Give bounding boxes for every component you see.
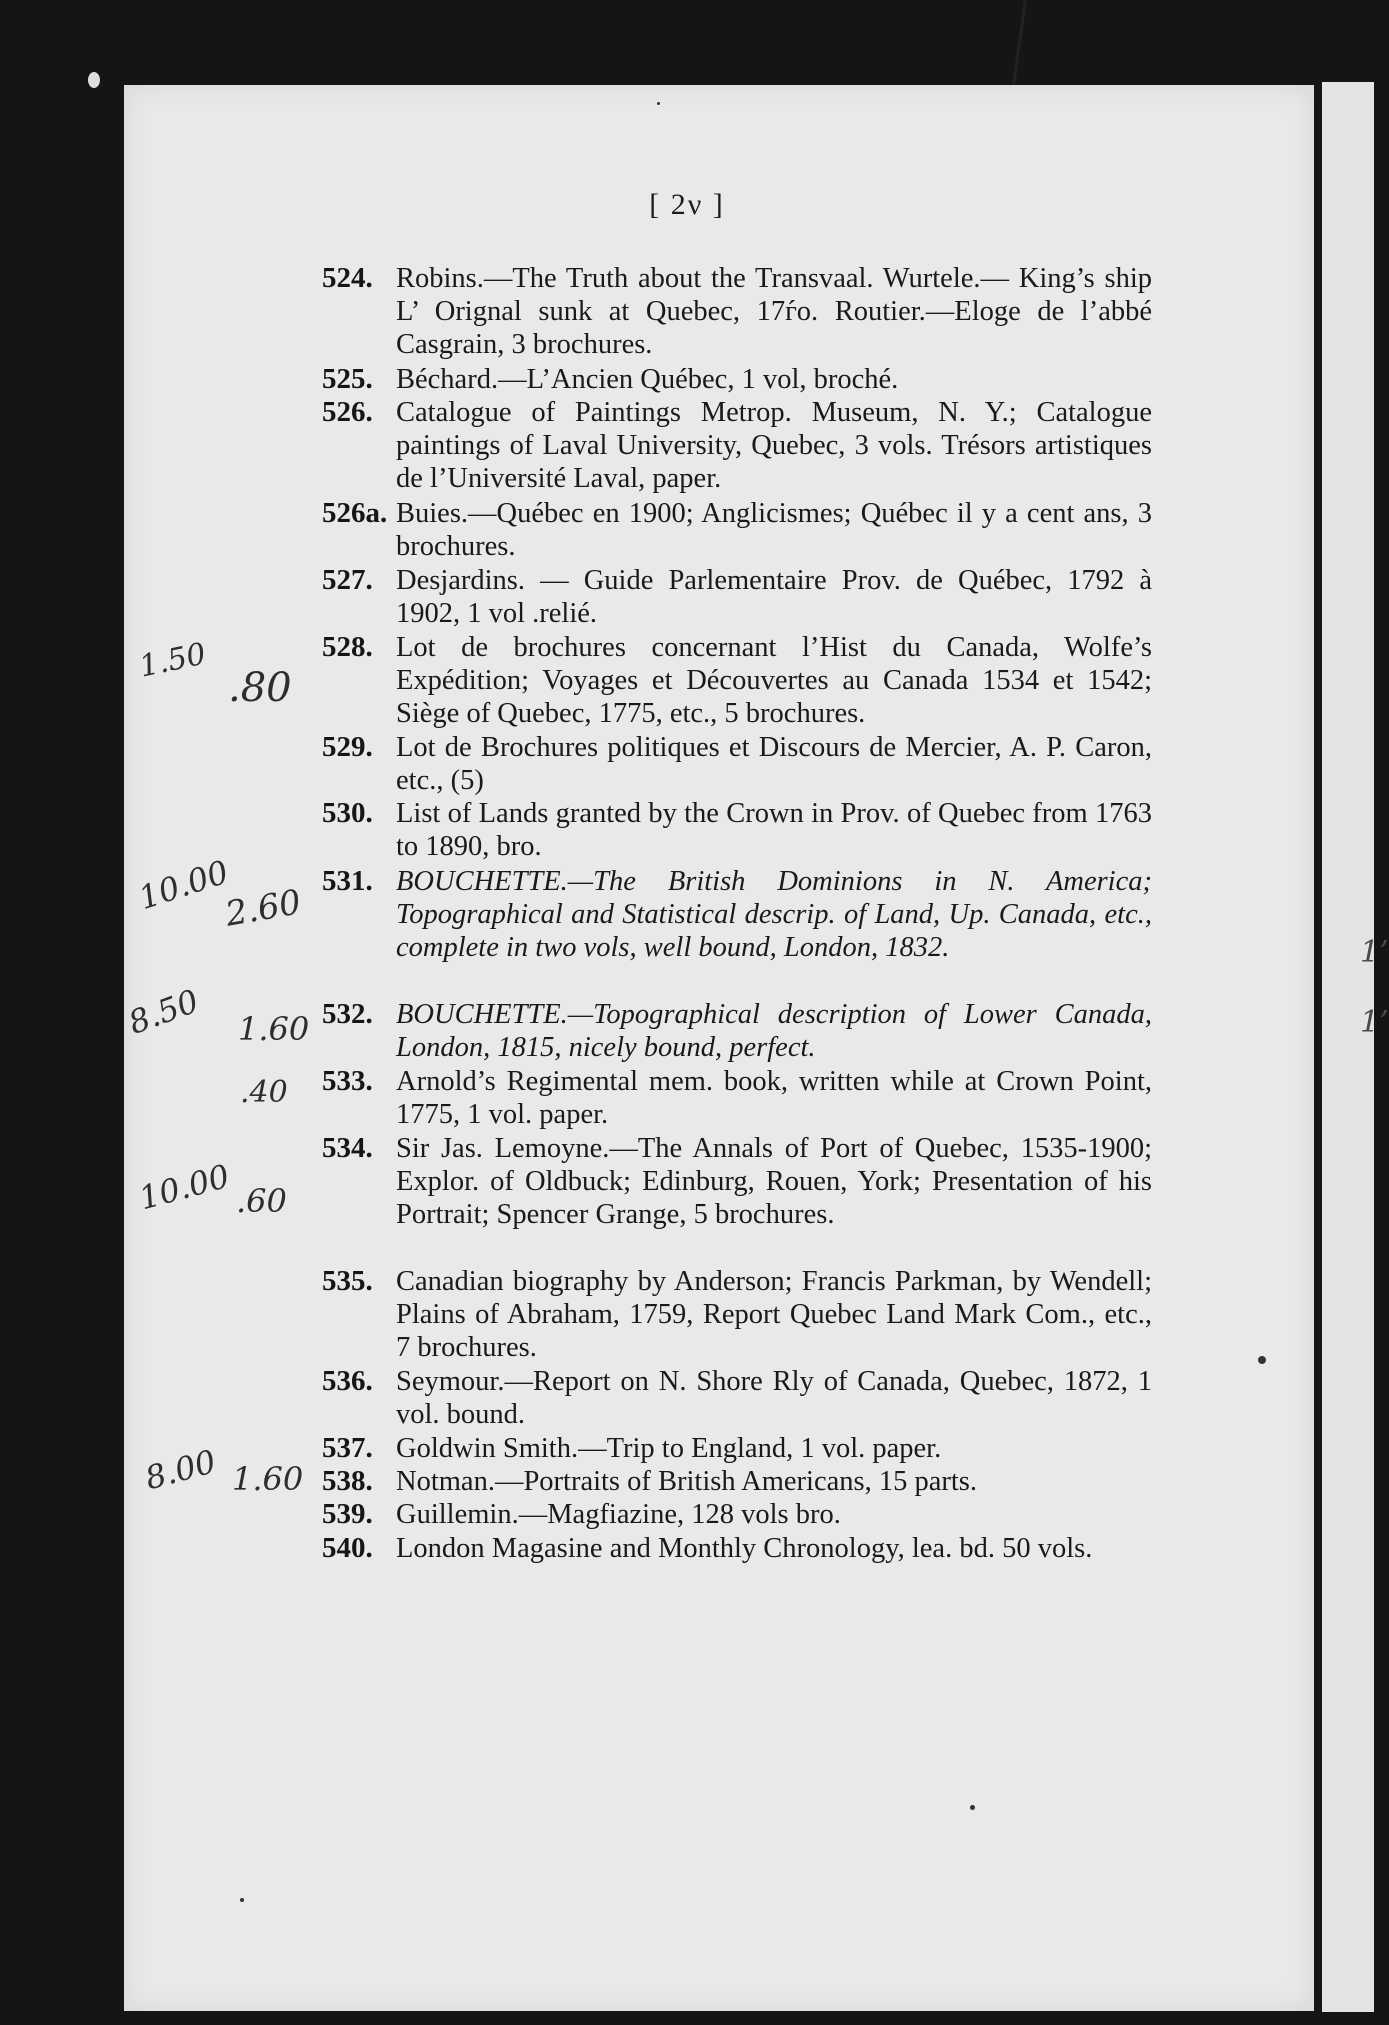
lot-description: Arnold’s Regimental mem. book, written while at Crown Point, 1775, 1 vol. paper. [396,1066,1152,1130]
lot-description: Seymour.—Report on N. Shore Rly of Canada, Quebec, 1872, 1 vol. bound. [396,1366,1152,1430]
page-number: [ 2ν ] [649,188,725,221]
lot-number: 540. [322,1532,373,1564]
price-annotation: 10.00 [134,852,233,918]
lot-number: 526. [322,396,373,428]
lot-description: Lot de Brochures politiques et Discours de Mercier, A. P. Caron, etc., (5) [396,732,1152,796]
next-page-mark: 1’ [1360,1005,1389,1040]
lot-description: Lot de brochures concernant l’Hist du Canada, Wolfe’s Expédition; Voyages et Découvertes au Canada 1534 et 1542; Siège of Quebec, 1775, etc., 5 brochures. [396,632,1152,729]
lot-number: 533. [322,1065,373,1097]
lot-description: Buies.—Québec en 1900; Anglicismes; Québec il y a cent ans, 3 brochures. [396,498,1152,562]
price-annotation: .80 [228,665,292,711]
lot-description: Goldwin Smith.—Trip to England, 1 vol. paper. [396,1433,942,1464]
lot-description: Béchard.—L’Ancien Québec, 1 vol, broché. [396,364,899,395]
price-annotation: .60 [236,1182,287,1220]
lot-description: Notman.—Portraits of British Americans, 15 parts. [396,1466,978,1497]
lot-description: Sir Jas. Lemoyne.—The Annals of Port of Quebec, 1535-1900; Explor. of Oldbuck; Edinburg, Rouen, York; Presentation of his Portrait; Spencer Grange, 5 brochures. [396,1133,1152,1230]
price-annotation: 8.50 [123,981,204,1042]
lot-number: 539. [322,1498,373,1530]
lot-number: 526a. [322,497,388,529]
lot-description: List of Lands granted by the Crown in Prov. of Quebec from 1763 to 1890, bro. [396,798,1152,862]
lot-number: 537. [322,1432,373,1464]
lot-number: 531. [322,865,373,897]
lot-number: 525. [322,363,373,395]
lot-number: 530. [322,797,373,829]
lot-description: BOUCHETTE.—The British Dominions in N. America; Topographical and Statistical descrip. of Land, Up. Canada, etc., complete in two vols, well bound, London, 1832. [396,866,1152,963]
price-annotation: 10.00 [135,1156,234,1218]
lot-description: Guillemin.—Magfiazine, 128 vols bro. [396,1499,841,1530]
lot-number: 535. [322,1265,373,1297]
lot-description: Robins.—The Truth about the Transvaal. Wurtele.— King’s ship L’ Orignal sunk at Quebec, 17ѓo. Routier.—Eloge de l’abbé Casgrain, 3 brochures. [396,263,1152,360]
price-annotation: 1.60 [238,1010,310,1048]
lot-description: BOUCHETTE.—Topographical description of Lower Canada, London, 1815, nicely bound, perfect. [396,999,1152,1063]
next-page-mark: 1’ [1360,935,1389,970]
lot-number: 534. [322,1132,373,1164]
lot-description: Desjardins. — Guide Parlementaire Prov. de Québec, 1792 à 1902, 1 vol .relié. [396,565,1152,629]
lot-description: Canadian biography by Anderson; Francis Parkman, by Wendell; Plains of Abraham, 1759, Report Quebec Land Mark Com., etc., 7 brochures. [396,1266,1152,1363]
lot-number: 529. [322,731,373,763]
price-annotation: 8.00 [141,1442,220,1498]
lot-number: 524. [322,262,373,294]
price-annotation: 1.50 [136,636,209,685]
lot-number: 538. [322,1465,373,1497]
lot-description: London Magasine and Monthly Chronology, lea. bd. 50 vols. [396,1533,1093,1564]
lot-number: 532. [322,998,373,1030]
lot-number: 528. [322,631,373,663]
price-annotation: 2.60 [222,882,305,935]
lot-description: Catalogue of Paintings Metrop. Museum, N. Y.; Catalogue paintings of Laval University, Quebec, 3 vols. Trésors artistiques de l’Université Laval, paper. [396,397,1152,494]
price-annotation: 1.60 [232,1460,304,1498]
price-annotation: .40 [240,1075,288,1110]
lot-number: 536. [322,1365,373,1397]
lot-number: 527. [322,564,373,596]
